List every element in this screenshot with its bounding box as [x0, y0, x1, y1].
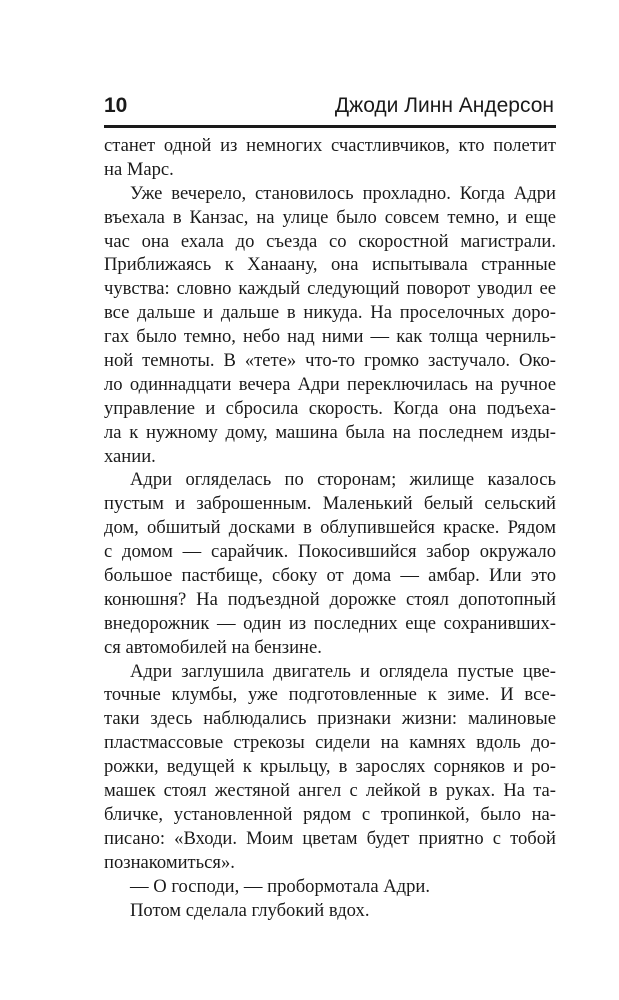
text-line: пустым и заброшенным. Маленький белый сельский: [104, 493, 556, 515]
text-line: пластмассовые стрекозы сидели на камнях вдоль до-: [104, 732, 556, 754]
text-line: на Марс.: [104, 158, 174, 180]
text-line: рожки, ведущей к крыльцу, в зарослях сорняков и ро-: [104, 756, 556, 778]
text-line: Уже вечерело, становилось прохладно. Когда Адри: [130, 182, 556, 204]
paragraph: [104, 134, 556, 182]
text-line: бличке, установленной рядом с тропинкой, было на-: [104, 803, 556, 825]
text-line: хании.: [104, 445, 156, 467]
header-rule: [104, 125, 556, 128]
text-line: станет одной из немногих счастливчиков, кто полетит: [104, 135, 556, 156]
paragraph: [104, 468, 556, 659]
paragraph: [104, 182, 556, 469]
text-line: ло одиннадцати вечера Адри переключилась на ручное: [104, 373, 556, 395]
text-line: гах было темно, небо над ними — как толща черниль-: [104, 326, 556, 348]
text-line: управление и сбросила скорость. Когда она подъеха-: [104, 397, 556, 419]
text-line: машек стоял жестяной ангел с лейкой в руках. На та-: [104, 780, 556, 802]
text-line: большое пастбище, сбоку от дома — амбар. Или это: [104, 565, 556, 587]
text-line: писано: «Входи. Моим цветам будет приятно с тобой: [104, 827, 556, 849]
text-line: ной темноты. В «тете» что-то громко застучало. Око-: [104, 350, 556, 372]
text-line: Приближаясь к Ханаану, она испытывала странные: [104, 254, 556, 276]
running-head: [104, 94, 554, 120]
text-line: час она ехала до съезда со скоростной магистрали.: [104, 230, 556, 252]
text-line: конюшня? На подъездной дорожке стоял допотопный: [104, 588, 556, 610]
text-line: чувства: словно каждый следующий поворот уводил ее: [104, 278, 556, 300]
page-number: 10: [104, 94, 128, 117]
text-line: познакомиться».: [104, 851, 235, 873]
text-line: въехала в Канзас, на улице было совсем темно, и еще: [104, 206, 556, 228]
text-line: все дальше и дальше в никуда. На проселочных доро-: [104, 302, 556, 324]
text-line: Потом сделала глубокий вдох.: [130, 899, 370, 921]
text-line: Адри заглушила двигатель и оглядела пустые цве-: [130, 660, 556, 682]
text-line: точные клумбы, уже подготовленные к зиме. И все-: [104, 684, 556, 706]
body-text: [104, 134, 556, 922]
text-line: с домом — сарайчик. Покосившийся забор окружало: [104, 541, 556, 563]
running-title: Джоди Линн Андерсон: [334, 94, 554, 117]
paragraph: [104, 875, 556, 899]
text-line: ся автомобилей на бензине.: [104, 636, 322, 658]
text-line: внедорожник — один из последних еще сохранивших-: [104, 612, 556, 634]
paragraph: [104, 899, 556, 923]
text-line: ла к нужному дому, машина была на последнем изды-: [104, 421, 556, 443]
text-line: дом, обшитый досками в облупившейся краске. Рядом: [104, 517, 556, 539]
text-line: Адри огляделась по сторонам; жилище казалось: [130, 469, 556, 491]
text-line: — О господи, — пробормотала Адри.: [130, 875, 431, 897]
paragraph: [104, 660, 556, 875]
text-line: таки здесь наблюдались признаки жизни: малиновые: [104, 708, 556, 730]
